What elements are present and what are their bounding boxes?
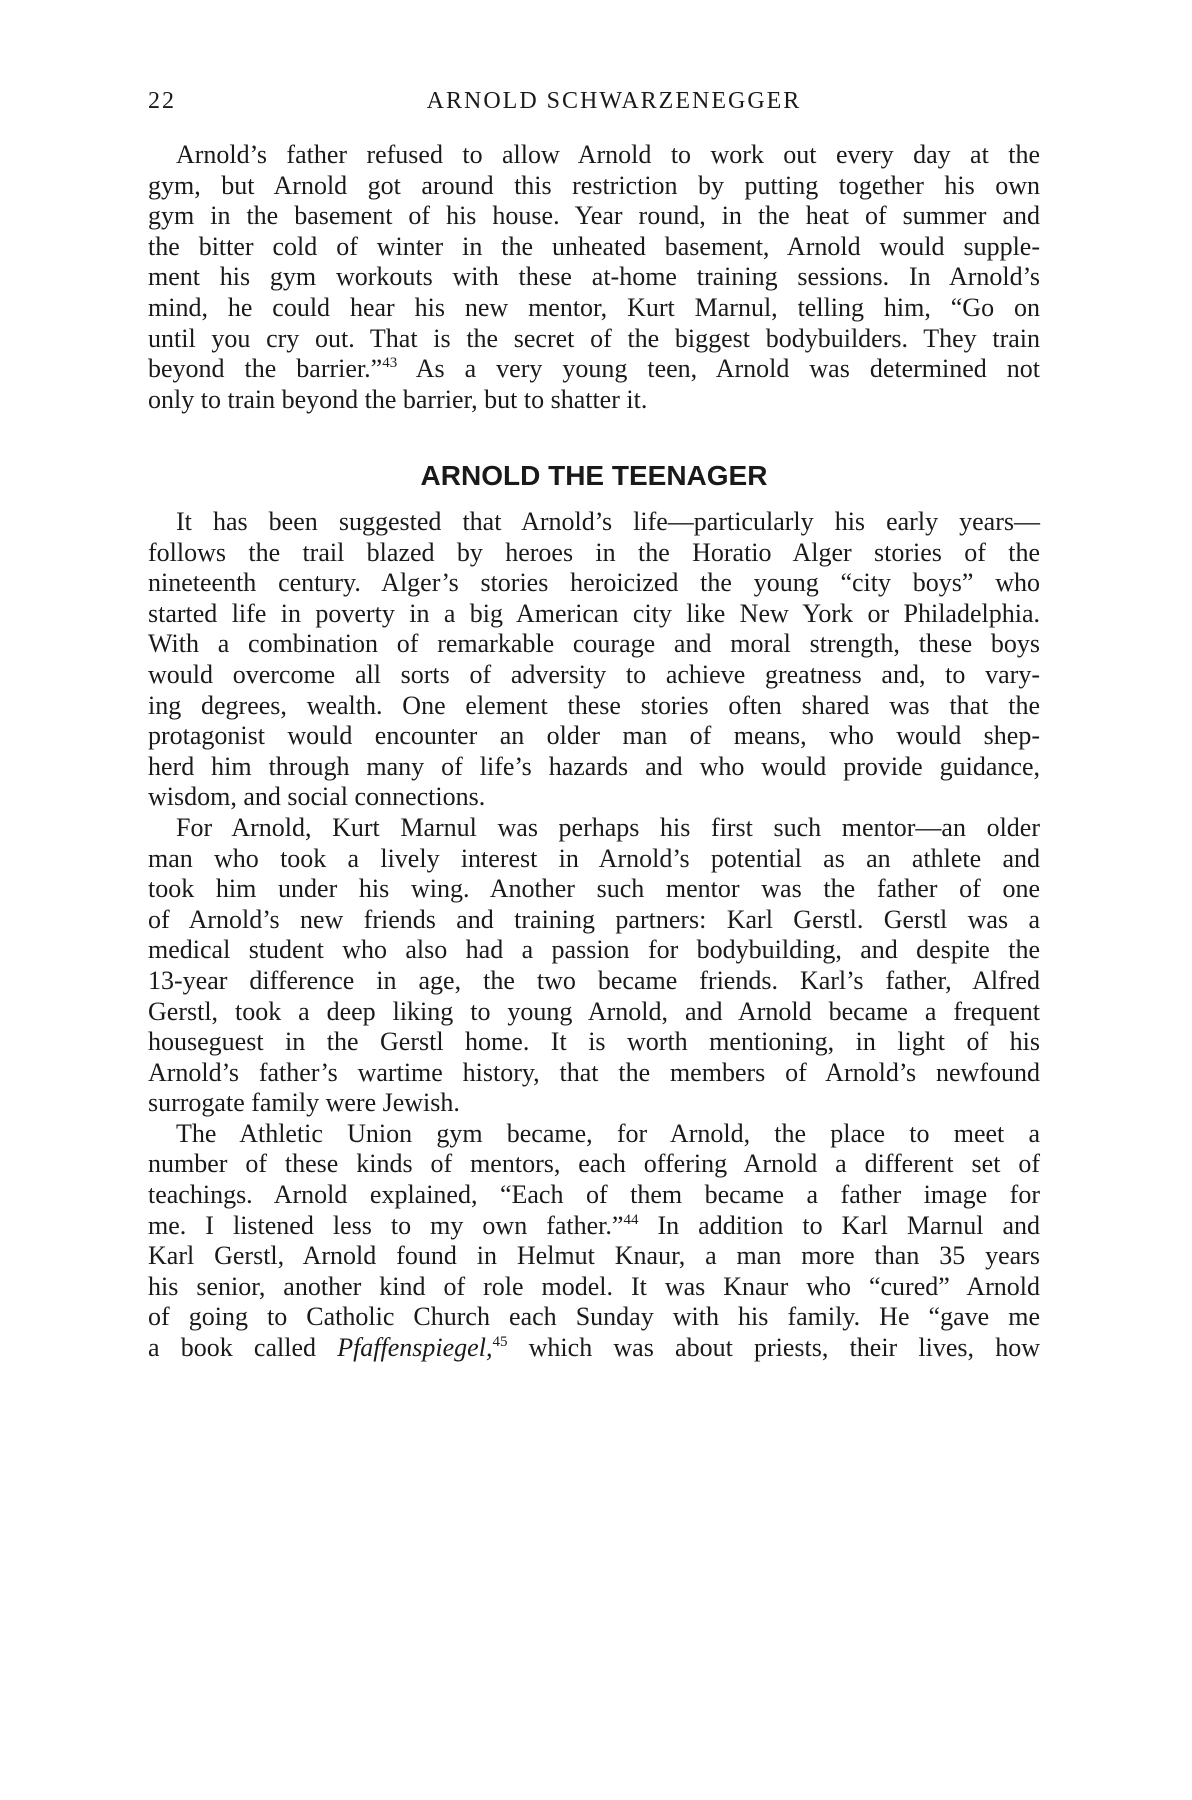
text-line: The Athletic Union gym became, for Arnold, the place to meet a xyxy=(176,1118,1040,1148)
text-line: the bitter cold of winter in the unheated basement, Arnold would supple- xyxy=(148,231,1040,261)
text-line: Arnold’s father’s wartime history, that the members of Arnold’s newfound xyxy=(148,1057,1040,1087)
text-line xyxy=(148,1333,1040,1364)
text-line: surrogate family were Jewish. xyxy=(148,1088,460,1118)
section-body xyxy=(148,507,1040,1364)
text-line: nineteenth century. Alger’s stories heroicized the young “city boys” who xyxy=(148,568,1040,598)
text-line: would overcome all sorts of adversity to achieve greatness and, to vary- xyxy=(148,659,1040,689)
text-segment: beyond the barrier.” xyxy=(148,354,383,384)
book-title-italic: Pfaffenspiegel, xyxy=(337,1333,493,1363)
text-line: number of these kinds of mentors, each offering Arnold a different set of xyxy=(148,1149,1040,1179)
text-line: With a combination of remarkable courage and moral strength, these boys xyxy=(148,629,1040,659)
text-line: his senior, another kind of role model. It was Knaur who “cured” Arnold xyxy=(148,1271,1040,1301)
section-heading: ARNOLD THE TEENAGER xyxy=(420,460,768,491)
text-line: houseguest in the Gerstl home. It is worth mentioning, in light of his xyxy=(148,1027,1040,1057)
text-line: 13-year difference in age, the two became friends. Karl’s father, Alfred xyxy=(148,965,1040,995)
text-line: follows the trail blazed by heroes in the Horatio Alger stories of the xyxy=(148,537,1040,567)
text-line: of Arnold’s new friends and training partners: Karl Gerstl. Gerstl was a xyxy=(148,904,1040,934)
text-line: of going to Catholic Church each Sunday with his family. He “gave me xyxy=(148,1302,1040,1332)
paragraph-1 xyxy=(148,507,1040,813)
text-line: Gerstl, took a deep liking to young Arnold, and Arnold became a frequent xyxy=(148,996,1040,1026)
running-header xyxy=(148,88,1040,118)
text-segment: me. I listened less to my own father.” xyxy=(148,1210,624,1240)
page-number: 22 xyxy=(148,88,176,114)
text-line: ing degrees, wealth. One element these stories often shared was that the xyxy=(148,690,1040,720)
text-line: herd him through many of life’s hazards and who would provide guidance, xyxy=(148,751,1040,781)
text-segment: which was about priests, their lives, how xyxy=(507,1333,1040,1363)
text-line: medical student who also had a passion for bodybuilding, and despite the xyxy=(148,935,1040,965)
text-line: took him under his wing. Another such mentor was the father of one xyxy=(148,874,1040,904)
text-line: started life in poverty in a big American city like New York or Philadelphia. xyxy=(148,598,1040,628)
text-segment: a book called xyxy=(148,1333,338,1363)
text-line xyxy=(148,1211,1040,1242)
text-line: until you cry out. That is the secret of the biggest bodybuilders. They train xyxy=(148,323,1040,353)
text-line: For Arnold, Kurt Marnul was perhaps his first such mentor—an older xyxy=(176,812,1040,842)
text-line: gym, but Arnold got around this restriction by putting together his own xyxy=(148,170,1040,200)
text-segment: As a very young teen, Arnold was determined not xyxy=(397,354,1040,384)
footnote-ref-44[interactable]: 44 xyxy=(623,1211,639,1228)
text-line: ment his gym workouts with these at-home training sessions. In Arnold’s xyxy=(148,262,1040,292)
text-line: only to train beyond the barrier, but to shatter it. xyxy=(148,384,648,414)
text-line xyxy=(148,354,1040,385)
text-line: wisdom, and social connections. xyxy=(148,782,486,812)
book-title: ARNOLD SCHWARZENEGGER xyxy=(426,88,802,114)
text-line: mind, he could hear his new mentor, Kurt Marnul, telling him, “Go on xyxy=(148,292,1040,322)
text-line: It has been suggested that Arnold’s life—particularly his early years— xyxy=(176,507,1040,536)
text-line: Arnold’s father refused to allow Arnold to work out every day at the xyxy=(176,140,1040,169)
opening-paragraph xyxy=(148,140,1040,415)
paragraph-2 xyxy=(148,813,1040,1119)
text-line: teachings. Arnold explained, “Each of them became a father image for xyxy=(148,1180,1040,1210)
footnote-ref-45[interactable]: 45 xyxy=(492,1334,508,1351)
paragraph-3 xyxy=(148,1119,1040,1364)
text-line: Karl Gerstl, Arnold found in Helmut Knaur, a man more than 35 years xyxy=(148,1241,1040,1271)
text-line: man who took a lively interest in Arnold’s potential as an athlete and xyxy=(148,843,1040,873)
text-line: protagonist would encounter an older man of means, who would shep- xyxy=(148,721,1040,751)
footnote-ref-43[interactable]: 43 xyxy=(382,355,398,372)
text-segment: In addition to Karl Marnul and xyxy=(638,1210,1040,1240)
text-line: gym in the basement of his house. Year round, in the heat of summer and xyxy=(148,201,1040,231)
